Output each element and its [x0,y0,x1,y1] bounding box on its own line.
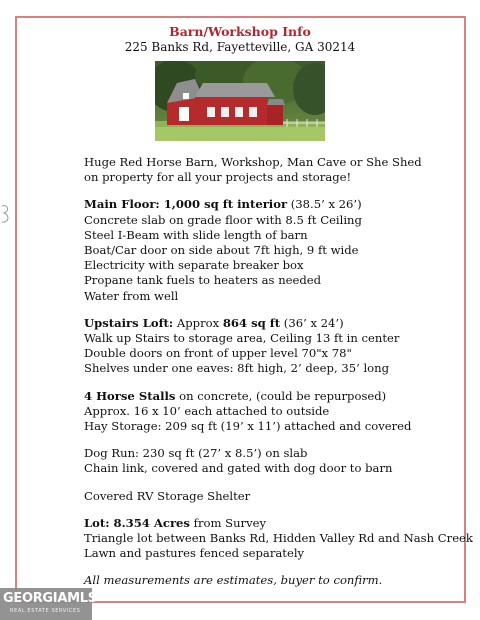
margin-scribble [0,203,12,225]
intro-line: Huge Red Horse Barn, Workshop, Man Cave or She Shed [84,155,422,169]
upstairs-dimensions: (36’ x 24’) [280,315,344,330]
document-title: Barn/Workshop Info [169,24,311,39]
stalls-label: 4 Horse Stalls [84,388,176,403]
upstairs-label: Upstairs Loft: [84,315,174,330]
lot-line: Triangle lot between Banks Rd, Hidden Valley Rd and Nash Creek [84,531,473,546]
stalls-line: Approx. 16 x 10’ each attached to outside [84,403,330,418]
upstairs-line: Double doors on front of upper level 70"x 78" [84,346,352,361]
lot-source: from Survey [189,515,267,530]
dog-run-line: Dog Run: 230 sq ft (27’ x 8.5’) on slab [84,446,308,461]
mls-watermark-logo [0,588,97,620]
mls-tagline: REAL ESTATE SERVICES [10,608,81,614]
main-floor-line: Water from well [84,288,179,303]
property-address: 225 Banks Rd, Fayetteville, GA 30214 [124,40,356,54]
upstairs-heading [84,316,464,331]
main-floor-heading [84,197,464,212]
main-floor-label: Main Floor: 1,000 sq ft interior [84,197,288,212]
stalls-heading [84,389,464,404]
upstairs-approx: Approx [173,315,223,330]
main-floor-line: Propane tank fuels to heaters as needed [84,273,322,288]
stalls-line: Hay Storage: 209 sq ft (19’ x 11’) attached and covered [84,419,412,434]
main-floor-line: Concrete slab on grade floor with 8.5 ft Ceiling [84,212,362,227]
rv-storage-line: Covered RV Storage Shelter [84,488,251,503]
upstairs-area: 864 sq ft [222,315,281,330]
disclaimer: All measurements are estimates, buyer to confirm. [84,573,383,588]
dog-run-line: Chain link, covered and gated with dog door to barn [84,461,393,476]
lot-line: Lawn and pastures fenced separately [84,546,305,561]
main-floor-line: Steel I-Beam with slide length of barn [84,227,308,242]
main-floor-line: Boat/Car door on side about 7ft high, 9 ft wide [84,243,359,258]
stalls-description: on concrete, (could be repurposed) [175,388,387,403]
lot-heading [84,516,464,531]
upstairs-line: Walk up Stairs to storage area, Ceiling 13 ft in center [84,331,400,346]
listing-details [84,155,473,589]
main-floor-line: Electricity with separate breaker box [84,258,304,273]
barn-photo [155,61,325,141]
lot-label: Lot: 8.354 Acres [84,515,190,530]
main-floor-dimensions: (38.5’ x 26’) [287,197,362,212]
mls-brand: GEORGIAMLS [3,591,97,606]
upstairs-line: Shelves under one eaves: 8ft high, 2’ deep, 35’ long [84,361,390,376]
intro-line: on property for all your projects and storage! [84,170,352,185]
